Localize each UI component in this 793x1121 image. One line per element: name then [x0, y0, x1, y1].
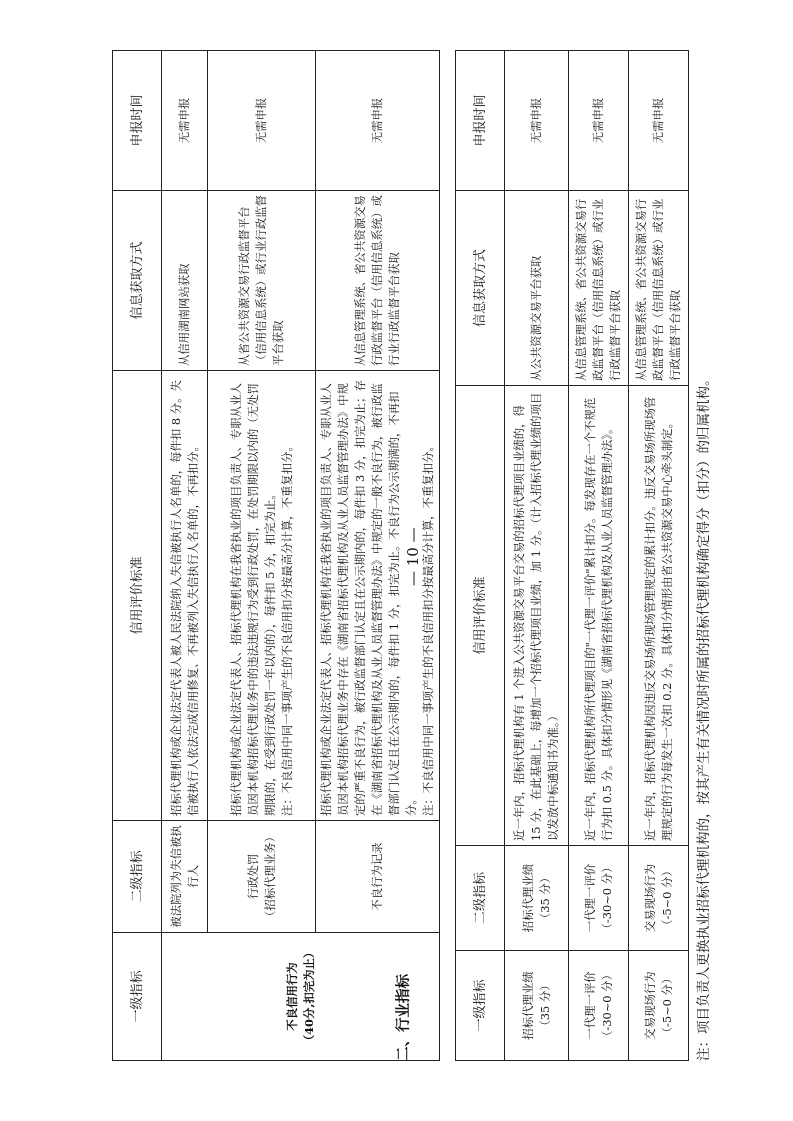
secondary-indicator: 一代理一评价 — [582, 863, 597, 933]
header-standard: 信用评价标准 — [113, 371, 162, 821]
header-level2: 二级指标 — [456, 846, 505, 951]
secondary-indicator: 被法院列为失信被执行人 — [162, 821, 208, 933]
header-source: 信息获取方式 — [456, 191, 505, 386]
table-row — [208, 51, 316, 1061]
secondary-indicator-cell — [208, 821, 316, 933]
info-source: 从信息管理系统、省公共资源交易行政监督平台（信用信息系统）或行业行政监督平台获取 — [569, 191, 629, 386]
primary-indicator-cell — [569, 951, 629, 1061]
footnote: 注：项目负责人更换执业招标代理机构的，按其产生有关情况时所属的招标代理机构确定得分（扣分）的归属机构。 — [696, 372, 712, 1061]
table-header-row — [113, 51, 162, 1061]
primary-indicator-sub: （-5~0 分） — [659, 972, 674, 1039]
table-row — [505, 51, 569, 1061]
secondary-indicator-cell — [629, 846, 689, 951]
primary-indicator-sub: （35 分） — [537, 979, 552, 1032]
industry-table — [455, 50, 689, 1061]
credit-standard: 近一年内，招标代理机构有 1 个进入公共资源交易平台交易的招标代理项目业绩的，得 15 分，在此基础上，每增加一个招标代理项目业绩，加 1 分。（计入招标代理业绩的项目以发放中标通知书为准。） — [505, 386, 569, 846]
credit-standard-cell — [208, 371, 316, 821]
table-header-row — [456, 51, 505, 1061]
primary-indicator-sub: （40分,扣完为止） — [301, 946, 316, 1047]
secondary-indicator-sub: （招标代理业务） — [262, 830, 277, 923]
info-source: 从信用湖南网站获取 — [162, 191, 208, 371]
header-time: 申报时间 — [456, 51, 505, 191]
primary-indicator-label: 不良信用行为 — [284, 962, 299, 1031]
primary-indicator-sub: （-30~0 分） — [599, 969, 614, 1042]
primary-indicator-cell — [629, 951, 689, 1061]
primary-indicator-label: 招标代理业绩 — [520, 971, 535, 1040]
table-row — [629, 51, 689, 1061]
report-time: 无需申报 — [162, 51, 208, 191]
credit-standard: 近一年内，招标代理机构因违反交易场所现场管理规定的累计扣分。违反交易场所现场管理规定的行为每发生一次扣 0.2 分。具体扣分情形由省公共资源交易中心牵头制定。 — [629, 386, 689, 846]
primary-indicator-label: 一代理一评价 — [582, 971, 597, 1040]
report-time: 无需申报 — [629, 51, 689, 191]
credit-standard-note: 注：不良信用中同一事项产生的不良信用扣分按最高分计算，不重复扣分。 — [421, 440, 435, 816]
table-row — [162, 51, 208, 1061]
section-title: 二、行业指标 — [395, 974, 412, 1061]
credit-standard: 招标代理机构或企业法定代表人被人民法院纳入失信被执行人名单的，每件扣 8 分。失信被执行人依法完成信用修复、不再被列入失信执行人名单的，不再扣分。 — [162, 371, 208, 821]
secondary-indicator: 行政处罚 — [245, 853, 260, 900]
secondary-indicator-cell — [505, 846, 569, 951]
credit-standard-cell — [316, 371, 440, 821]
credit-table — [112, 50, 440, 1061]
info-source: 从信息管理系统、省公共资源交易行政监督平台（信用信息系统）或行业行政监督平台获取 — [316, 191, 440, 371]
credit-standard-note: 注：不良信用中同一事项产生的不良信用扣分按最高分计算，不重复扣分。 — [279, 440, 294, 816]
primary-indicator-cell — [505, 951, 569, 1061]
table-row — [569, 51, 629, 1061]
secondary-indicator-sub: （35 分） — [537, 871, 552, 925]
credit-standard: 招标代理机构或企业法定代表人、招标代理机构在我省执业的项目负责人、专职从业人员因本机构招标代理业务中的违法违规行为受到行政处罚，在处罚期限以内的（无处罚期限的，在受到行政处罚一年以内的），每件扣 5 分，扣完为止。 — [228, 383, 277, 816]
info-source: 从信息管理系统、省公共资源交易行政监督平台（信用信息系统）或行业行政监督平台获取 — [629, 191, 689, 386]
report-time: 无需申报 — [569, 51, 629, 191]
secondary-indicator-cell — [569, 846, 629, 951]
secondary-indicator-sub: （-5~0 分） — [659, 865, 674, 931]
header-level1: 一级指标 — [113, 933, 162, 1061]
secondary-indicator-sub: （-30~0 分） — [599, 861, 614, 935]
report-time: 无需申报 — [316, 51, 440, 191]
primary-indicator-label: 交易现场行为 — [642, 971, 657, 1040]
credit-standard: 近一年内，招标代理机构所代理项目的"一代理一评价"累计扣分。每发现存在一个不规范行为扣 0.5 分。具体扣分情形见《湖南省招标代理机构及从业人员监督管理办法》。 — [569, 386, 629, 846]
report-time: 无需申报 — [208, 51, 316, 191]
report-time: 无需申报 — [505, 51, 569, 191]
header-level1: 一级指标 — [456, 951, 505, 1061]
credit-standard: 招标代理机构或企业法定代表人、招标代理机构在我省执业的项目负责人、专职从业人员因本机构招标代理业务中存在《湖南省招标代理机构及从业人员监督管理办法》中规定的严重不良行为，被行政监督部门认定且在公示期内的，每件扣 3 分，扣完为止；存在《湖南省招标代理机构及从业人员监督管理办法》中规定的一般不良行为，被行政监督部门认定且在公示期内的，每件扣 1 分，扣完为止。不良行为公示期满的，不再扣分。 — [319, 380, 418, 816]
header-level2: 二级指标 — [113, 821, 162, 933]
header-standard: 信用评价标准 — [456, 386, 505, 846]
header-source: 信息获取方式 — [113, 191, 162, 371]
header-time: 申报时间 — [113, 51, 162, 191]
secondary-indicator: 不良行为记录 — [316, 821, 440, 933]
info-source: 从省公共资源交易行政监督平台（信用信息系统）或行业行政监督平台获取 — [208, 191, 316, 371]
info-source: 从公共资源交易平台获取 — [505, 191, 569, 386]
secondary-indicator: 招标代理业绩 — [520, 863, 535, 933]
secondary-indicator: 交易现场行为 — [642, 863, 657, 933]
page-number: — 10 — — [404, 527, 422, 586]
